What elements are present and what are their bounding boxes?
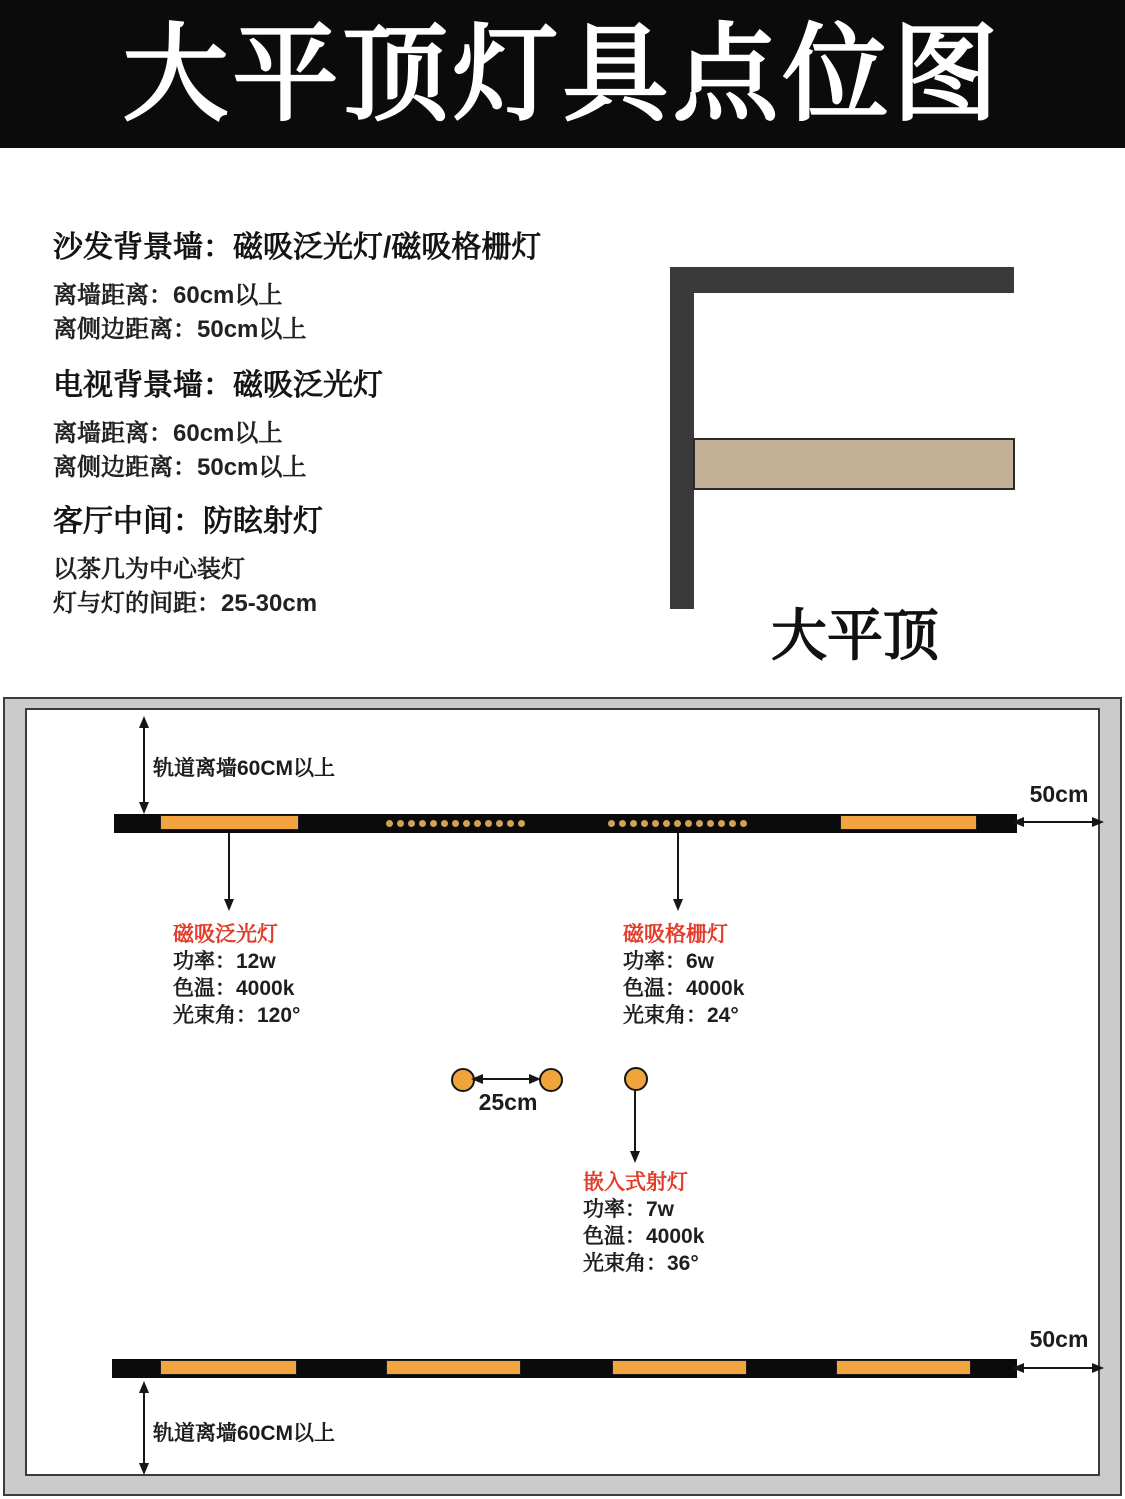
section-line: 以茶几为中心装灯 (53, 556, 245, 583)
grille-light-dot (507, 820, 514, 827)
bottom-wall-gap-label: 轨道离墙60CM以上 (153, 1422, 336, 1445)
spot-spacing-label: 25cm (478, 1089, 538, 1115)
grille-light-dot (608, 820, 615, 827)
downlight-circle (624, 1067, 648, 1091)
grille-light-dot (397, 820, 404, 827)
bottom-light-track (112, 1359, 1017, 1378)
grille-light-dot (630, 820, 637, 827)
grille-light-dot (496, 820, 503, 827)
grille-light-dot (386, 820, 393, 827)
info-section-tv-wall (53, 360, 383, 485)
ceiling-beam (693, 438, 1015, 490)
recessed-spot-spec (583, 1169, 704, 1277)
light-angle: 光束角：36° (583, 1252, 699, 1275)
grille-light-dot (707, 820, 714, 827)
bottom-side-gap-arrow (1018, 1367, 1098, 1369)
title-banner (0, 0, 1125, 148)
light-name: 嵌入式射灯 (583, 1171, 688, 1194)
grille-light-dot (485, 820, 492, 827)
section-heading: 沙发背景墙：磁吸泛光灯/磁吸格栅灯 (53, 231, 542, 264)
grille-light-dot (685, 820, 692, 827)
grille-light-dot (696, 820, 703, 827)
grille-light-dot (452, 820, 459, 827)
section-heading: 电视背景墙：磁吸泛光灯 (53, 369, 383, 402)
grille-light-dot (463, 820, 470, 827)
grille-light-dot (641, 820, 648, 827)
info-section-sofa-wall (53, 222, 541, 347)
top-wall-gap-label: 轨道离墙60CM以上 (153, 757, 336, 780)
flood-light-spec (173, 921, 300, 1029)
light-power: 功率：6w (623, 950, 715, 973)
page-title: 大平顶灯具点位图 (122, 16, 1003, 134)
grille-light-dot (718, 820, 725, 827)
grille-light-dot (441, 820, 448, 827)
grille-light-dots-group (386, 814, 522, 833)
grille-light-dot (740, 820, 747, 827)
top-side-gap-arrow (1018, 821, 1098, 823)
grille-light-dot (474, 820, 481, 827)
flood-light-segment (386, 1360, 521, 1375)
grille-light-dot (419, 820, 426, 827)
layout-diagram-frame (3, 697, 1122, 1496)
section-heading: 客厅中间：防眩射灯 (53, 505, 323, 538)
top-side-gap-label: 50cm (1029, 781, 1089, 807)
ceiling-sketch-label: 大平顶 (771, 604, 939, 667)
ceiling-wall-vertical (670, 267, 694, 609)
light-name: 磁吸泛光灯 (173, 923, 278, 946)
grille-light-dot (652, 820, 659, 827)
light-temp: 色温：4000k (623, 977, 745, 1000)
top-wall-gap-arrow (143, 722, 145, 808)
flood-light-callout-arrow (228, 833, 230, 905)
light-temp: 色温：4000k (583, 1225, 705, 1248)
info-section-living-center (53, 496, 323, 621)
flood-light-segment (612, 1360, 747, 1375)
grille-light-dot (518, 820, 525, 827)
flood-light-segment (160, 815, 299, 830)
spot-spacing-arrow (477, 1078, 535, 1080)
section-line: 离墙距离：60cm以上 (53, 420, 283, 447)
grille-light-dot (729, 820, 736, 827)
grille-light-dot (619, 820, 626, 827)
grille-light-callout-arrow (677, 833, 679, 905)
flood-light-segment (836, 1360, 971, 1375)
bottom-side-gap-label: 50cm (1029, 1326, 1089, 1352)
grille-light-dot (663, 820, 670, 827)
section-line: 离侧边距离：50cm以上 (53, 454, 307, 481)
section-line: 离侧边距离：50cm以上 (53, 316, 307, 343)
light-power: 功率：7w (583, 1198, 675, 1221)
top-light-track (114, 814, 1017, 833)
light-power: 功率：12w (173, 950, 276, 973)
light-angle: 光束角：120° (173, 1004, 301, 1027)
light-name: 磁吸格栅灯 (623, 923, 728, 946)
grille-light-spec (623, 921, 744, 1029)
grille-light-dots-group (608, 814, 744, 833)
grille-light-dot (408, 820, 415, 827)
downlight-callout-arrow (634, 1091, 636, 1157)
light-angle: 光束角：24° (623, 1004, 739, 1027)
flood-light-segment (840, 815, 977, 830)
section-line: 灯与灯的间距：25-30cm (53, 590, 318, 617)
grille-light-dot (674, 820, 681, 827)
bottom-wall-gap-arrow (143, 1387, 145, 1469)
flood-light-segment (160, 1360, 297, 1375)
grille-light-dot (430, 820, 437, 827)
ceiling-wall-horizontal (670, 267, 1014, 293)
section-line: 离墙距离：60cm以上 (53, 282, 283, 309)
light-temp: 色温：4000k (173, 977, 295, 1000)
